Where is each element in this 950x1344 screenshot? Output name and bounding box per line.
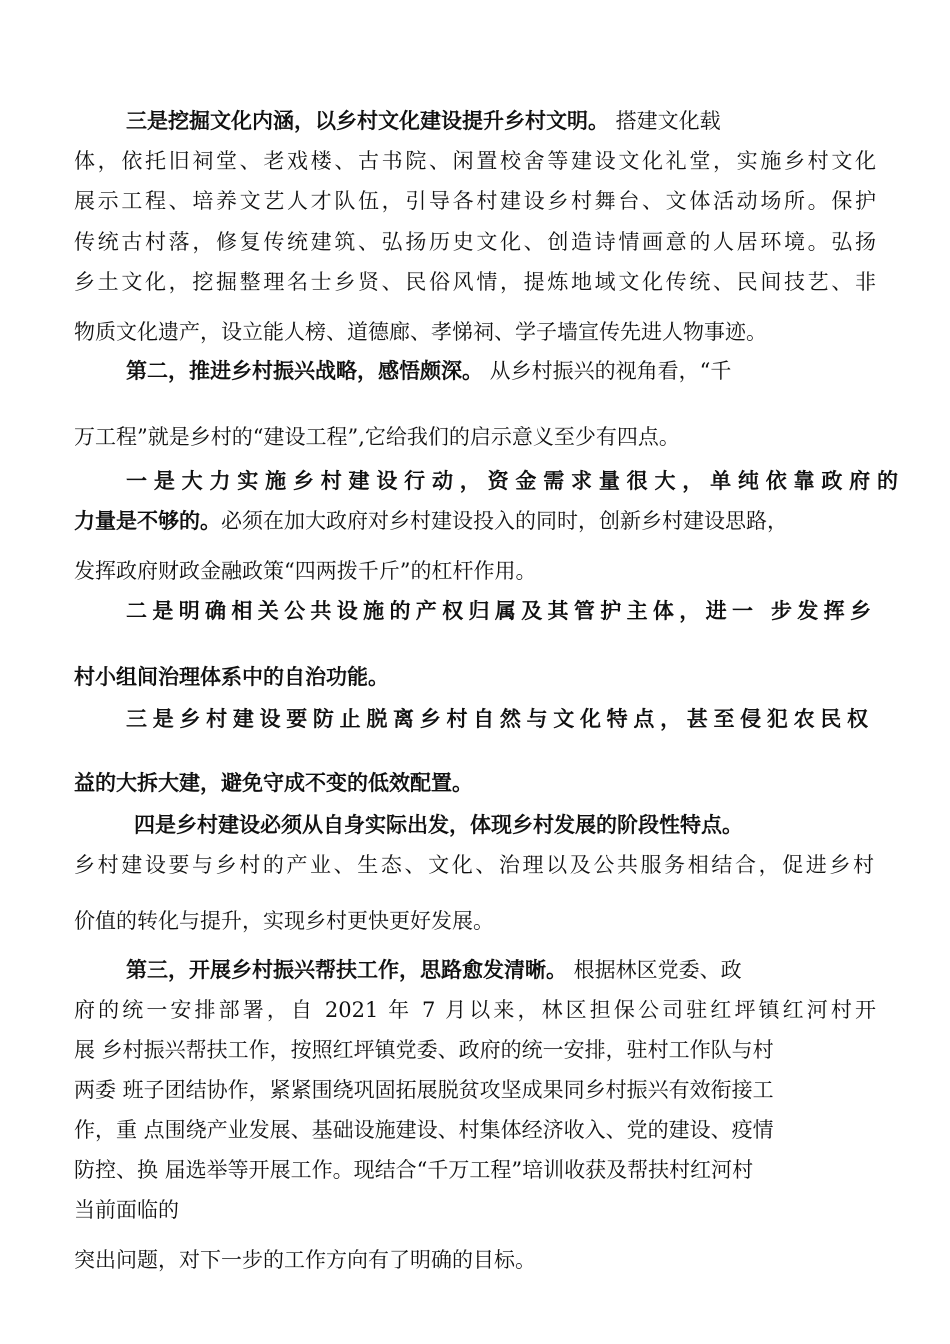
paragraph-7-heading: 第三，开展乡村振兴帮扶工作，思路愈发清晰。	[126, 957, 567, 982]
paragraph-3-heading-end: 力量是不够的。	[74, 508, 221, 533]
paragraph-3-line-1: 一是大力实施乡村建设行动，资金需求量很大，单纯依靠政府的	[126, 468, 898, 493]
paragraph-2-text: 从乡村振兴的视角看，“千	[483, 359, 732, 383]
paragraph-4-line-2: 村小组间治理体系中的自治功能。	[74, 664, 389, 689]
paragraph-1-line-3: 展示工程、培养文艺人才队伍，引导各村建设乡村舞台、文体活动场所。保护	[74, 189, 876, 213]
paragraph-2-line-2: 万工程”就是乡村的“建设工程”,它给我们的启示意义至少有四点。	[74, 425, 680, 449]
paragraph-6-line-3: 价值的转化与提升，实现乡村更快更好发展。	[74, 909, 494, 933]
paragraph-3-line-2	[74, 508, 788, 534]
paragraph-7-line-4: 两委 班子团结协作，紧紧围绕巩固拓展脱贫攻坚成果同乡村振兴有效衔接工	[74, 1078, 774, 1102]
paragraph-7-line-5: 作，重 点围绕产业发展、基础设施建设、村集体经济收入、党的建设、疫情	[74, 1118, 774, 1142]
paragraph-1-line-4: 传统古村落，修复传统建筑、弘扬历史文化、创造诗情画意的人居环境。弘扬	[74, 230, 876, 254]
paragraph-7-line-8: 突出问题，对下一步的工作方向有了明确的目标。	[74, 1248, 536, 1272]
paragraph-7-line-2: 府的统一安排部署，自 2021 年 7 月以来，林区担保公司驻红坪镇红河村开	[74, 998, 876, 1022]
paragraph-6-line-1: 四是乡村建设必须从自身实际出发，体现乡村发展的阶段性特点。	[134, 812, 743, 837]
paragraph-7-text: 根据林区党委、政	[567, 958, 742, 982]
paragraph-2-line-1	[126, 358, 731, 384]
paragraph-1-line-5: 乡土文化，挖掘整理名士乡贤、民俗风情，提炼地域文化传统、民间技艺、非	[74, 270, 876, 294]
paragraph-1-text: 搭建文化载	[609, 109, 721, 133]
paragraph-7-line-6: 防控、换 届选举等开展工作。现结合“千万工程”培训收获及帮扶村红河村	[74, 1158, 754, 1182]
paragraph-5-line-1: 三是乡村建设要防止脱离乡村自然与文化特点，甚至侵犯农民权	[126, 706, 868, 731]
paragraph-7-line-3: 展 乡村振兴帮扶工作，按照红坪镇党委、政府的统一安排，驻村工作队与村	[74, 1038, 774, 1062]
paragraph-6-line-2: 乡村建设要与乡村的产业、生态、文化、治理以及公共服务相结合，促进乡村	[74, 853, 874, 877]
paragraph-5-line-2: 益的大拆大建，避免守成不变的低效配置。	[74, 770, 473, 795]
paragraph-7-line-1	[126, 957, 742, 983]
paragraph-1-line-2: 体，依托旧祠堂、老戏楼、古书院、闲置校舍等建设文化礼堂，实施乡村文化	[74, 149, 876, 173]
paragraph-1-heading: 三是挖掘文化内涵，以乡村文化建设提升乡村文明。	[126, 108, 609, 133]
paragraph-3-line-3: 发挥政府财政金融政策“四两拨千斤”的杠杆作用。	[74, 559, 537, 583]
paragraph-7-line-7: 当前面临的	[74, 1198, 179, 1222]
paragraph-2-heading: 第二，推进乡村振兴战略，感悟颇深。	[126, 358, 483, 383]
paragraph-3-text: 必须在加大政府对乡村建设投入的同时，创新乡村建设思路，	[221, 509, 788, 533]
paragraph-1-line-1	[126, 108, 856, 134]
paragraph-4-line-1: 二是明确相关公共设施的产权归属及其管护主体，进一 步发挥乡	[126, 598, 871, 623]
paragraph-1-line-6: 物质文化遗产，设立能人榜、道德廊、孝悌祠、学子墙宣传先进人物事迹。	[74, 320, 767, 344]
